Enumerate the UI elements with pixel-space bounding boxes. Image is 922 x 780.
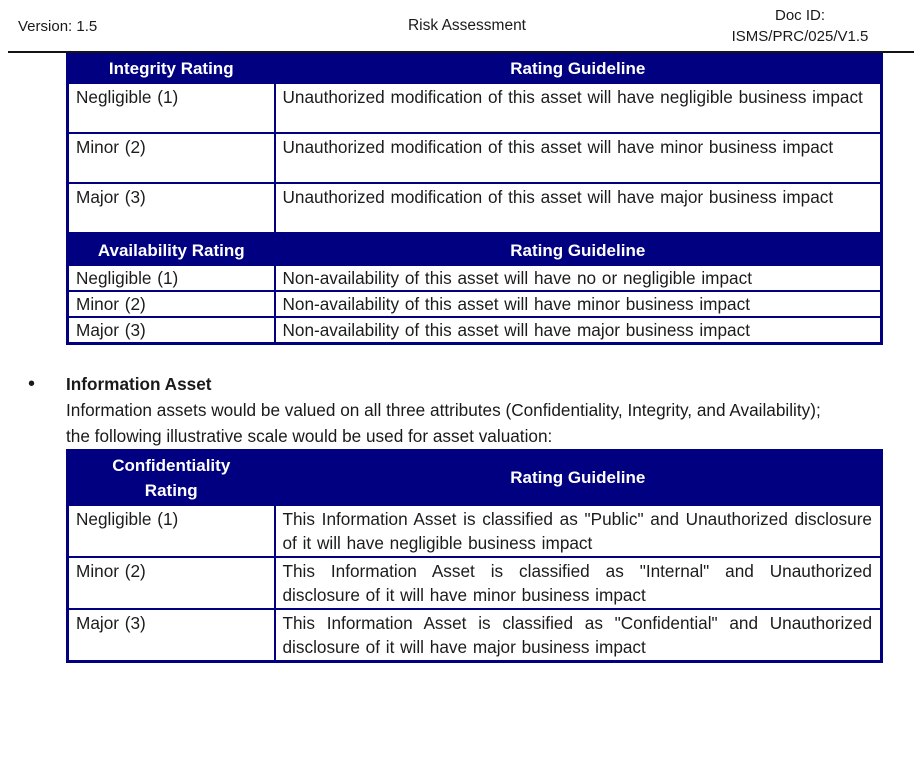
integrity-rating-column-header: Integrity Rating: [68, 55, 275, 84]
rating-cell: Negligible (1): [68, 505, 275, 557]
version-label: Version: 1.5: [18, 17, 98, 35]
document-content-lower: [66, 449, 883, 663]
guideline-cell: Non-availability of this asset will have no or negligible impact: [275, 265, 882, 291]
table-row: [68, 183, 882, 233]
integrity-rating-table: [66, 53, 883, 235]
rating-guideline-column-header: Rating Guideline: [275, 236, 882, 265]
confidentiality-rating-table: [66, 449, 883, 663]
document-content: [66, 53, 883, 345]
confidentiality-rating-column-header: [68, 450, 275, 505]
table-head: [68, 236, 882, 265]
table-row: [68, 265, 882, 291]
table-header-row: [68, 236, 882, 265]
table-head: [68, 55, 882, 84]
table-row: [68, 83, 882, 133]
availability-rating-column-header: Availability Rating: [68, 236, 275, 265]
doc-id-label: Doc ID:: [774, 7, 825, 24]
bullet-item: [28, 371, 888, 449]
bullet-body: Information assets would be valued on all three attributes (Confidentiality, Integrity, and Availability); the following illustrative scale would be used for asset valuation:: [66, 399, 821, 446]
guideline-cell: Non-availability of this asset will have minor business impact: [275, 291, 882, 317]
table-body: [68, 83, 882, 233]
rating-cell: Major (3): [68, 609, 275, 662]
rating-cell: Minor (2): [68, 557, 275, 609]
bullet-heading: Information Asset: [66, 373, 212, 394]
confidentiality-rating-column-header-text: Confidentiality Rating: [112, 455, 231, 500]
bullet-icon: •: [28, 372, 36, 395]
rating-guideline-column-header: Rating Guideline: [275, 55, 882, 84]
table-body: [68, 265, 882, 344]
table-row: [68, 505, 882, 557]
table-row: [68, 609, 882, 662]
doc-id-block: [688, 5, 912, 47]
guideline-cell: Unauthorized modification of this asset will have minor business impact: [275, 133, 882, 183]
doc-id-value: ISMS/PRC/025/V1.5: [731, 28, 869, 45]
rating-cell: Negligible (1): [68, 265, 275, 291]
page-header: [0, 0, 922, 48]
table-row: [68, 317, 882, 344]
availability-rating-table: [66, 235, 883, 345]
rating-cell: Major (3): [68, 183, 275, 233]
table-row: [68, 133, 882, 183]
document-title: Risk Assessment: [407, 17, 526, 34]
guideline-cell: This Information Asset is classified as "Public" and Unauthorized disclosure of it will have negligible business impact: [275, 505, 882, 557]
guideline-cell: Unauthorized modification of this asset will have negligible business impact: [275, 83, 882, 133]
table-header-row: [68, 55, 882, 84]
table-row: [68, 291, 882, 317]
table-head: [68, 450, 882, 505]
rating-cell: Major (3): [68, 317, 275, 344]
table-header-row: [68, 450, 882, 505]
bullet-content: [66, 371, 844, 449]
table-row: [68, 557, 882, 609]
guideline-cell: This Information Asset is classified as "Confidential" and Unauthorized disclosure of it will have major business impact: [275, 609, 882, 662]
rating-cell: Minor (2): [68, 291, 275, 317]
guideline-cell: Unauthorized modification of this asset will have major business impact: [275, 183, 882, 233]
rating-cell: Minor (2): [68, 133, 275, 183]
rating-guideline-column-header: Rating Guideline: [275, 450, 882, 505]
rating-cell: Negligible (1): [68, 83, 275, 133]
guideline-cell: This Information Asset is classified as "Internal" and Unauthorized disclosure of it will have minor business impact: [275, 557, 882, 609]
guideline-cell: Non-availability of this asset will have major business impact: [275, 317, 882, 344]
table-body: [68, 505, 882, 662]
